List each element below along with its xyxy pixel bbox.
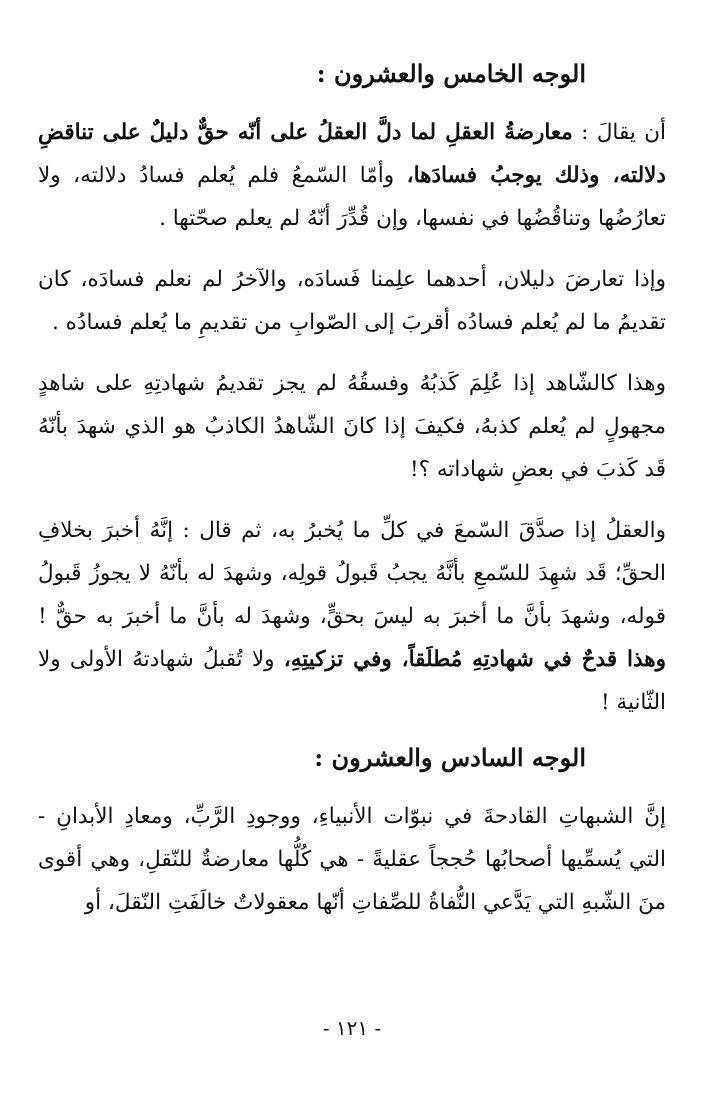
page-number: - ١٢١ - xyxy=(322,1016,382,1040)
paragraph-2: وإذا تعارضَ دليلان، أحدهما علِمنا فَسادَه، والآخرُ لم نعلم فسادَه، كان تقديمُ ما لم يُعلم فسادُه أقربَ إلى الصّوابِ من تقديمِ ما يُعلم فسادُه . xyxy=(38,267,666,336)
paragraph-1-bold: معارضةُ العقلِ لما دلَّ العقلُ على أنّه حقٌّ دليلٌ على تناقضِ دلالته، وذلك يوجبُ فسادَها، xyxy=(38,120,666,189)
paragraph-1-rest: وأمّا السّمعُ فلم يُعلم فسادُ دلالته، ولا تعارُضُها وتناقُضُها في نفسها، وإن قُدِّرَ أنّهُ لم يعلم صحّتها . xyxy=(38,163,666,232)
paragraph-3: وهذا كالشّاهد إذا عُلِمَ كَذبُهُ وفسقُهُ لم يجز تقديمُ شهادتِهِ على شاهدٍ مجهولٍ لم يُعلم كذبهُ، فكيفَ إذا كانَ الشّاهدُ الكاذبُ هو الذي شهدَ بأنّهُ قَد كَذبَ في بعضِ شهاداته ؟! xyxy=(38,371,666,483)
paragraph-4-rest: ولا تُقبلُ شهادتهُ الأولى ولا الثّانية ! xyxy=(38,647,666,716)
section-heading-26: الوجه السادس والعشرون : xyxy=(314,743,586,773)
paragraph-1 xyxy=(38,111,666,240)
paragraph-4-bold: وهذا قدحٌ في شهادتِهِ مُطلَقاً، وفي تزكيتِهِ، xyxy=(283,647,666,673)
paragraph-5: إنَّ الشبهاتِ القادحةَ في نبوّات الأنبياءِ، ووجودِ الرَّبِّ، ومعادِ الأبدانِ - التي يُسمِّيها أصحابُها حُججاً عقليةً - هي كُلُّها معارضةٌ للنّقلِ، وهي أقوى منَ الشّبهِ التي يَدَّعي النُّفاةُ للصِّفاتِ أنّها معقولاتٌ خالَفَتِ النّقلَ، أو xyxy=(38,804,666,916)
page-body xyxy=(38,58,666,942)
paragraph-1-lead: أن يقالَ : xyxy=(572,120,666,146)
paragraph-4-text: والعقلُ إذا صدَّقَ السّمعَ في كلِّ ما يُخبرُ به، ثم قال : إنَّهُ أخبرَ بخلافِ الحقِّ؛ قَد شهِدَ للسّمعِ بأنَّهُ يجبُ قَبولُ قولِه، وشهدَ له بأنّهُ لا يجوزُ قَبولُ قوله، وشهدَ بأنَّ ما أخبرَ به ليسَ بحقٍّ، وشهدَ له بأنَّ ما أخبرَ به حقٌّ ! xyxy=(38,518,666,630)
paragraph-4 xyxy=(38,509,666,724)
section-heading-25: الوجه الخامس والعشرون : xyxy=(316,59,586,88)
